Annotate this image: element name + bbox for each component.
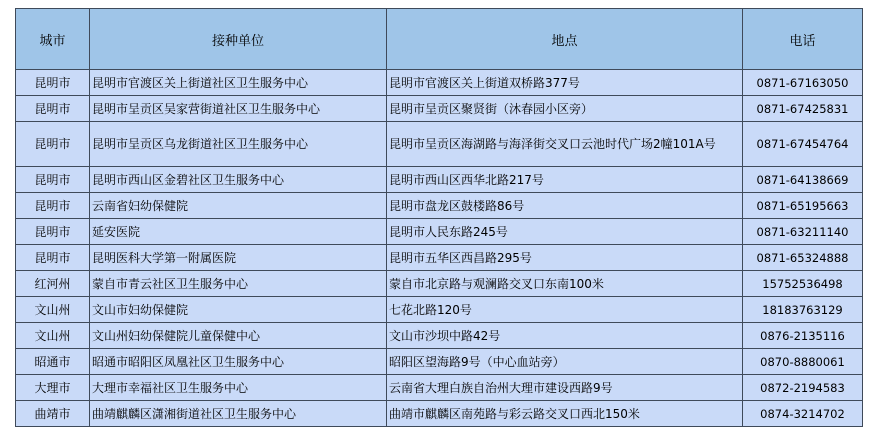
table-row: [16, 401, 863, 427]
city-cell: 昆明市: [16, 219, 90, 245]
address-cell: 昆明市官渡区关上街道双桥路377号: [387, 70, 743, 96]
phone-cell: 0872-2194583: [743, 375, 863, 401]
phone-cell: 15752536498: [743, 271, 863, 297]
unit-cell: 蒙自市青云社区卫生服务中心: [90, 271, 387, 297]
address-cell: 昆明市盘龙区鼓楼路86号: [387, 193, 743, 219]
unit-cell: 昆明医科大学第一附属医院: [90, 245, 387, 271]
address-cell: 曲靖市麒麟区南苑路与彩云路交叉口西北150米: [387, 401, 743, 427]
unit-cell: 云南省妇幼保健院: [90, 193, 387, 219]
table-row: [16, 193, 863, 219]
table-row: [16, 122, 863, 167]
address-cell: 七花北路120号: [387, 297, 743, 323]
address-cell: 蒙自市北京路与观澜路交叉口东南100米: [387, 271, 743, 297]
phone-cell: 0871-67163050: [743, 70, 863, 96]
city-cell: 昆明市: [16, 70, 90, 96]
city-cell: 昆明市: [16, 245, 90, 271]
table-row: [16, 323, 863, 349]
vaccination-sites-table: [15, 8, 863, 427]
phone-cell: 0871-65324888: [743, 245, 863, 271]
header-city: 城市: [16, 9, 90, 70]
phone-cell: 0876-2135116: [743, 323, 863, 349]
unit-cell: 昆明市呈贡区吴家营街道社区卫生服务中心: [90, 96, 387, 122]
unit-cell: 文山州妇幼保健院儿童保健中心: [90, 323, 387, 349]
city-cell: 大理市: [16, 375, 90, 401]
address-cell: 昭阳区望海路9号（中心血站旁）: [387, 349, 743, 375]
city-cell: 曲靖市: [16, 401, 90, 427]
city-cell: 昆明市: [16, 122, 90, 167]
table-row: [16, 219, 863, 245]
city-cell: 昆明市: [16, 167, 90, 193]
address-cell: 文山市沙坝中路42号: [387, 323, 743, 349]
city-cell: 昆明市: [16, 193, 90, 219]
phone-cell: 0871-64138669: [743, 167, 863, 193]
header-row: [16, 9, 863, 70]
header-unit: 接种单位: [90, 9, 387, 70]
table-row: [16, 375, 863, 401]
table-row: [16, 245, 863, 271]
city-cell: 文山州: [16, 323, 90, 349]
city-cell: 红河州: [16, 271, 90, 297]
table-row: [16, 271, 863, 297]
phone-cell: 0871-67454764: [743, 122, 863, 167]
unit-cell: 昆明市西山区金碧社区卫生服务中心: [90, 167, 387, 193]
address-cell: 昆明市五华区西昌路295号: [387, 245, 743, 271]
unit-cell: 昆明市呈贡区乌龙街道社区卫生服务中心: [90, 122, 387, 167]
city-cell: 昭通市: [16, 349, 90, 375]
address-cell: 昆明市呈贡区海湖路与海泽街交叉口云池时代广场2幢101A号: [387, 122, 743, 167]
table-row: [16, 70, 863, 96]
unit-cell: 延安医院: [90, 219, 387, 245]
unit-cell: 大理市幸福社区卫生服务中心: [90, 375, 387, 401]
table-row: [16, 167, 863, 193]
phone-cell: 0871-67425831: [743, 96, 863, 122]
unit-cell: 昭通市昭阳区凤凰社区卫生服务中心: [90, 349, 387, 375]
table-row: [16, 349, 863, 375]
address-cell: 云南省大理白族自治州大理市建设西路9号: [387, 375, 743, 401]
vaccination-sites-table-wrapper: [15, 8, 863, 427]
table-row: [16, 297, 863, 323]
address-cell: 昆明市人民东路245号: [387, 219, 743, 245]
phone-cell: 0871-63211140: [743, 219, 863, 245]
city-cell: 文山州: [16, 297, 90, 323]
city-cell: 昆明市: [16, 96, 90, 122]
phone-cell: 0871-65195663: [743, 193, 863, 219]
unit-cell: 文山市妇幼保健院: [90, 297, 387, 323]
address-cell: 昆明市西山区西华北路217号: [387, 167, 743, 193]
header-address: 地点: [387, 9, 743, 70]
header-phone: 电话: [743, 9, 863, 70]
phone-cell: 0870-8880061: [743, 349, 863, 375]
table-row: [16, 96, 863, 122]
address-cell: 昆明市呈贡区聚贤街（沐春园小区旁）: [387, 96, 743, 122]
phone-cell: 0874-3214702: [743, 401, 863, 427]
unit-cell: 昆明市官渡区关上街道社区卫生服务中心: [90, 70, 387, 96]
unit-cell: 曲靖麒麟区潇湘街道社区卫生服务中心: [90, 401, 387, 427]
phone-cell: 18183763129: [743, 297, 863, 323]
